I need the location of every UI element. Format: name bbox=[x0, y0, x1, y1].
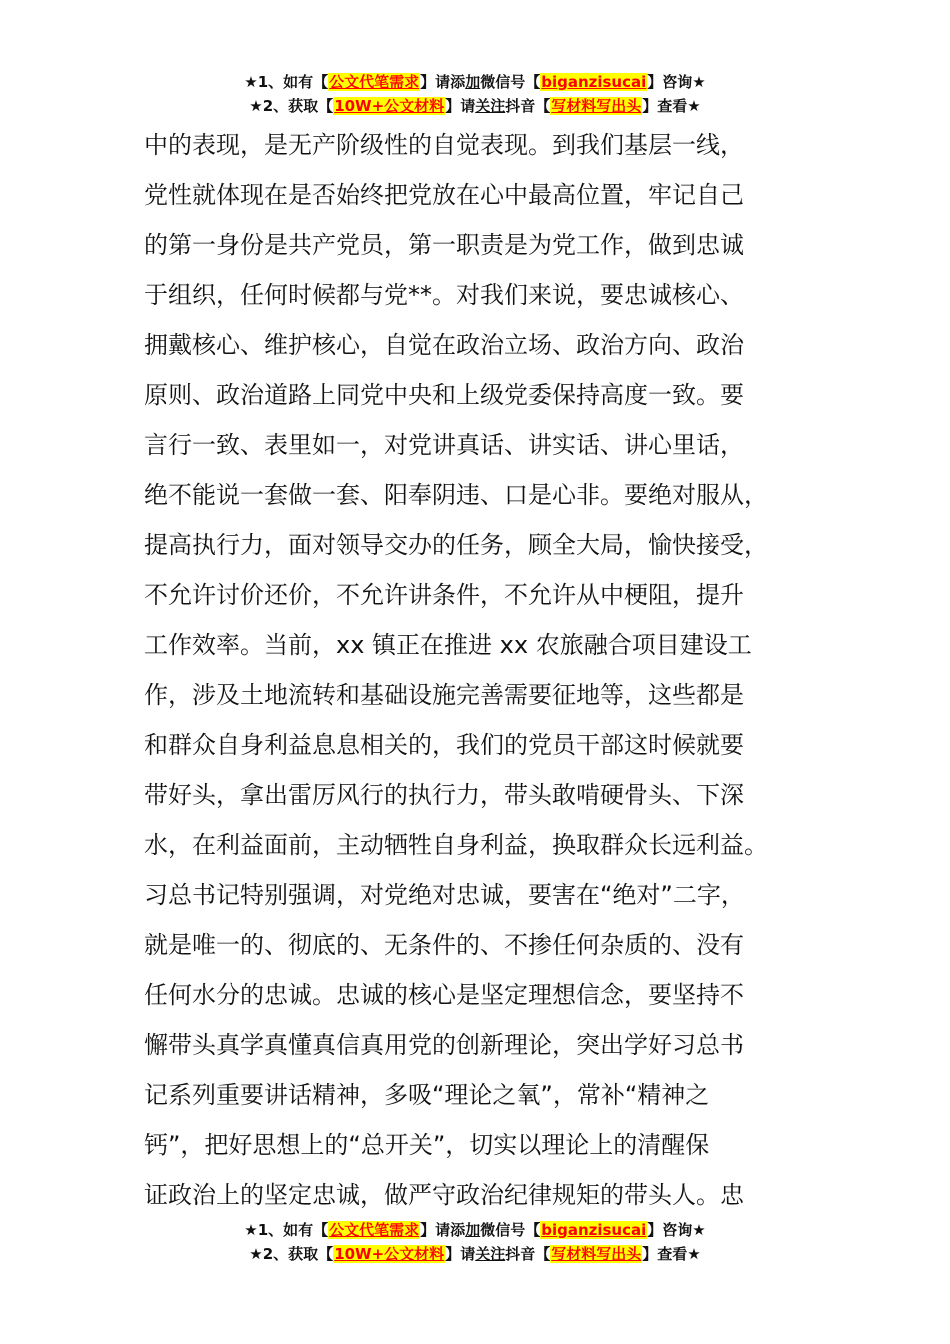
body-line: 于组织，任何时候都与党**。对我们来说，要忠诚核心、 bbox=[144, 281, 744, 309]
banner-line-2: ★2、获取【10W+公文材料】请关注抖音【写材料写出头】查看★ bbox=[249, 1245, 701, 1263]
body-line: 不允许讨价还价，不允许讲条件，不允许从中梗阻，提升 bbox=[144, 581, 744, 609]
banner-line-2: ★2、获取【10W+公文材料】请关注抖音【写材料写出头】查看★ bbox=[249, 97, 701, 115]
highlight-wechat-id: biganzisucai bbox=[541, 1221, 647, 1239]
footer-banner bbox=[0, 1218, 950, 1266]
body-line: 的第一身份是共产党员，第一职责是为党工作，做到忠诚 bbox=[144, 231, 744, 259]
body-line: 钙”，把好思想上的“总开关”，切实以理论上的清醒保 bbox=[144, 1131, 710, 1159]
highlight-douyin-account: 写材料写出头 bbox=[551, 1245, 642, 1263]
body-line: 拥戴核心、维护核心，自觉在政治立场、政治方向、政治 bbox=[144, 331, 744, 359]
highlight-materials: 10W+公文材料 bbox=[334, 97, 445, 115]
body-line: 原则、政治道路上同党中央和上级党委保持高度一致。要 bbox=[144, 381, 744, 409]
body-line: 党性就体现在是否始终把党放在心中最高位置，牢记自己 bbox=[144, 181, 744, 209]
body-line: 言行一致、表里如一，对党讲真话、讲实话、讲心里话， bbox=[144, 431, 744, 459]
banner-line-1: ★1、如有【公文代笔需求】请添加微信号【biganzisucai】咨询★ bbox=[244, 1221, 706, 1239]
body-line: 证政治上的坚定忠诚，做严守政治纪律规矩的带头人。忠 bbox=[144, 1181, 744, 1209]
highlight-materials: 10W+公文材料 bbox=[334, 1245, 445, 1263]
highlight-wechat-id: biganzisucai bbox=[541, 73, 647, 91]
header-banner bbox=[0, 70, 950, 118]
highlight-douyin-account: 写材料写出头 bbox=[551, 97, 642, 115]
body-line: 记系列重要讲话精神，多吸“理论之氧”，常补“精神之 bbox=[144, 1081, 710, 1109]
body-line: 中的表现，是无产阶级性的自觉表现。到我们基层一线， bbox=[144, 131, 744, 159]
body-line: 带好头，拿出雷厉风行的执行力，带头敢啃硬骨头、下深 bbox=[144, 781, 744, 809]
body-line: 绝不能说一套做一套、阳奉阴违、口是心非。要绝对服从， bbox=[144, 481, 768, 509]
banner-line-1: ★1、如有【公文代笔需求】请添加微信号【biganzisucai】咨询★ bbox=[244, 73, 706, 91]
body-line: 任何水分的忠诚。忠诚的核心是坚定理想信念，要坚持不 bbox=[144, 981, 744, 1009]
body-line: 提高执行力，面对领导交办的任务，顾全大局，愉快接受， bbox=[144, 531, 768, 559]
body-line: 作，涉及土地流转和基础设施完善需要征地等，这些都是 bbox=[144, 681, 744, 709]
highlight-service: 公文代笔需求 bbox=[329, 1221, 420, 1239]
body-line: 习总书记特别强调，对党绝对忠诚，要害在“绝对”二字， bbox=[144, 881, 745, 909]
body-line: 懈带头真学真懂真信真用党的创新理论，突出学好习总书 bbox=[144, 1031, 744, 1059]
body-line: 就是唯一的、彻底的、无条件的、不掺任何杂质的、没有 bbox=[144, 931, 744, 959]
highlight-service: 公文代笔需求 bbox=[329, 73, 420, 91]
body-line: 和群众自身利益息息相关的，我们的党员干部这时候就要 bbox=[144, 731, 744, 759]
body-line: 水，在利益面前，主动牺牲自身利益，换取群众长远利益。 bbox=[144, 831, 768, 859]
body-line: 工作效率。当前，xx 镇正在推进 xx 农旅融合项目建设工 bbox=[144, 631, 752, 659]
document-body bbox=[144, 120, 814, 1220]
